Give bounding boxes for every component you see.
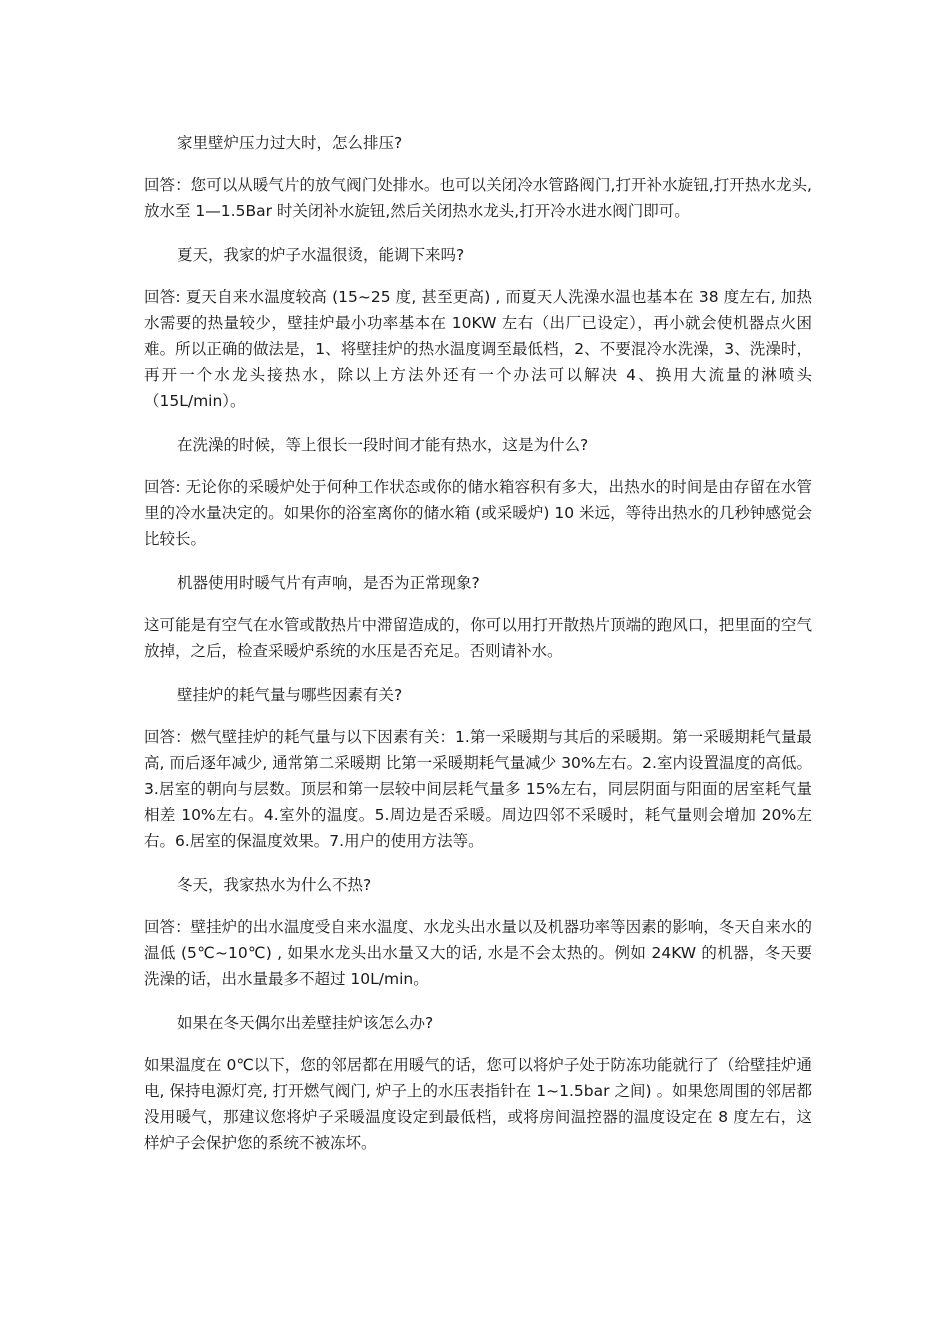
qa-item-6 bbox=[144, 872, 812, 992]
answer-text: 回答: 夏天自来水温度较高 (15~25 度, 甚至更高) , 而夏天人洗澡水温也基本在 38 度左右, 加热水需要的热量较少，壁挂炉最小功率基本在 10KW 左右（出厂已设定），再小就会使机器点火困难。所以正确的做法是，1、将壁挂炉的热水温度调至最低档，2、不要混冷水洗澡，3、洗澡时，再开一个水龙头接热水，除以上方法外还有一个办法可以解决 4、换用大流量的淋喷头（15L/min）。 bbox=[144, 288, 812, 410]
answer-text: 回答：您可以从暖气片的放气阀门处排水。也可以关闭冷水管路阀门,打开补水旋钮,打开热水龙头,放水至 1—1.5Bar 时关闭补水旋钮,然后关闭热水龙头,打开冷水进水阀门即可。 bbox=[144, 176, 812, 220]
qa-item-1 bbox=[144, 130, 812, 224]
document-page bbox=[144, 130, 812, 1174]
qa-item-5 bbox=[144, 682, 812, 854]
answer-text: 回答：壁挂炉的出水温度受自来水温度、水龙头出水量以及机器功率等因素的影响，冬天自来水的温低 (5℃~10℃) , 如果水龙头出水量又大的话, 水是不会太热的。例如 24KW 的机器，冬天要洗澡的话，出水量最多不超过 10L/min。 bbox=[144, 918, 812, 988]
question-text: 在洗澡的时候，等上很长一段时间才能有热水，这是为什么? bbox=[177, 436, 589, 454]
question-text: 夏天，我家的炉子水温很烫，能调下来吗? bbox=[177, 246, 465, 264]
qa-item-2 bbox=[144, 242, 812, 414]
qa-item-7 bbox=[144, 1010, 812, 1156]
answer-text: 这可能是有空气在水管或散热片中滞留造成的，你可以用打开散热片顶端的跑风口，把里面的空气放掉，之后，检查采暖炉系统的水压是否充足。否则请补水。 bbox=[144, 616, 812, 660]
answer-text: 回答：燃气壁挂炉的耗气量与以下因素有关：1.第一采暖期与其后的采暖期。第一采暖期耗气量最高, 而后逐年减少, 通常第二采暖期 比第一采暖期耗气量减少 30%左右。2.室内设置温度的高低。3.居室的朝向与层数。顶层和第一层较中间层耗气量多 15%左右，同层阴面与阳面的居室耗气量相差 10%左右。4.室外的温度。5.周边是否采暖。周边四邻不采暖时，耗气量则会增加 20%左右。6.居室的保温度效果。7.用户的使用方法等。 bbox=[144, 728, 812, 850]
question-text: 机器使用时暖气片有声响，是否为正常现象? bbox=[177, 574, 480, 592]
answer-text: 回答: 无论你的采暖炉处于何种工作状态或你的储水箱容积有多大，出热水的时间是由存留在水管里的冷水量决定的。如果你的浴室离你的储水箱 (或采暖炉) 10 米远，等待出热水的几秒钟感觉会比较长。 bbox=[144, 478, 812, 548]
qa-item-4 bbox=[144, 570, 812, 664]
qa-item-3 bbox=[144, 432, 812, 552]
question-text: 冬天，我家热水为什么不热? bbox=[177, 876, 372, 894]
question-text: 壁挂炉的耗气量与哪些因素有关? bbox=[177, 686, 403, 704]
answer-text: 如果温度在 0℃以下，您的邻居都在用暖气的话，您可以将炉子处于防冻功能就行了（给壁挂炉通电, 保持电源灯亮, 打开燃气阀门, 炉子上的水压表指针在 1~1.5bar 之间) 。如果您周围的邻居都没用暖气，那建议您将炉子采暖温度设定到最低档，或将房间温控器的温度设定在 8 度左右，这样炉子会保护您的系统不被冻坏。 bbox=[144, 1056, 812, 1152]
question-text: 家里壁炉压力过大时，怎么排压? bbox=[177, 134, 403, 152]
question-text: 如果在冬天偶尔出差壁挂炉该怎么办? bbox=[177, 1014, 434, 1032]
